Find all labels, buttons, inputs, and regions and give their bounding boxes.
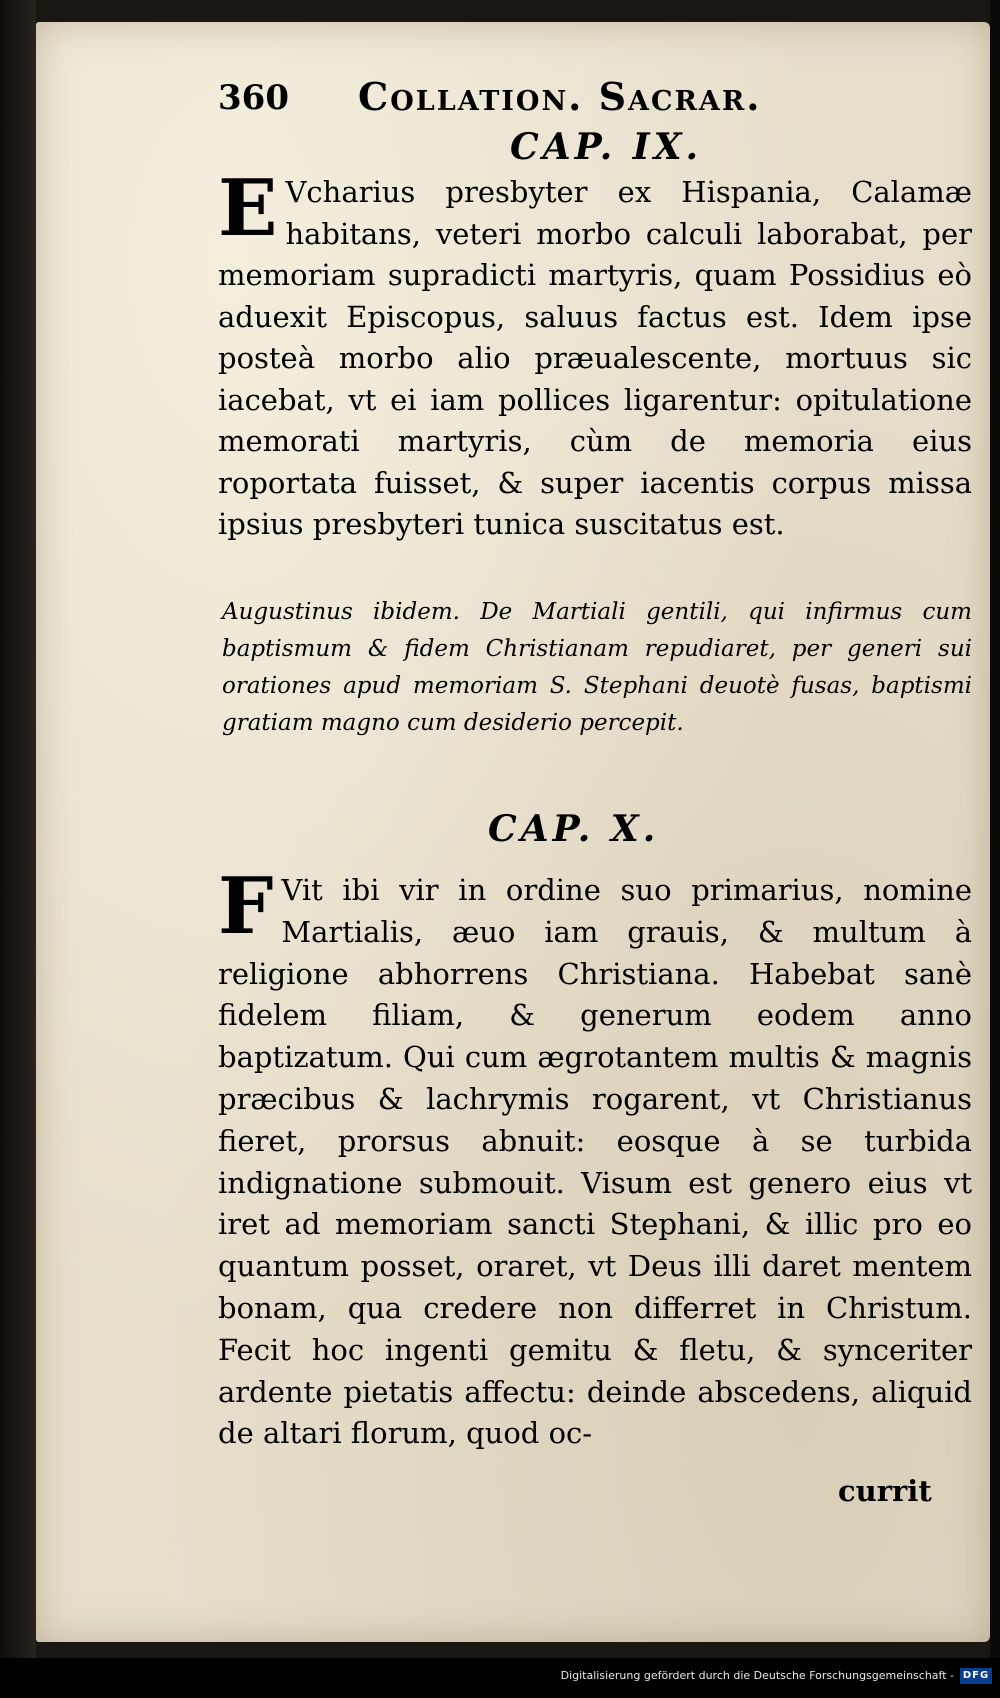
chapter-heading-ix: CAP. IX. — [510, 126, 703, 168]
catchword: currit — [838, 1474, 932, 1508]
running-head: Collation. Sacrar. — [358, 74, 762, 119]
footer-credit: Digitalisierung gefördert durch die Deutsche Forschungsgemeinschaft - — [560, 1669, 954, 1682]
marginal-summary-note: Augustinus ibidem. De Martiali gentili, qui infirmus cum baptismum & fidem Christianam repudiaret, per generi sui orationes apud memoriam S. Stephani deuotè fusas, baptismi gratiam magno cum desiderio percepit. — [222, 599, 972, 736]
dfg-logo-icon: DFG — [960, 1668, 992, 1684]
chapter-x-paragraph — [218, 861, 972, 1455]
drop-cap-e: E — [218, 163, 278, 254]
scan-right-edge — [990, 0, 1000, 1698]
page-header — [218, 66, 968, 126]
page-number: 360 — [218, 78, 289, 118]
scan-left-edge — [0, 0, 36, 1698]
chapter-heading-x: CAP. X. — [488, 808, 660, 850]
chapter-ix-text: Vcharius presbyter ex Hispania, Calamæ habitans, veteri morbo calculi laborabat, per memoriam supradicti martyris, quam Possidius eò aduexit Episcopus, saluus factus est. Idem ipse posteà morbo alio præualescente, mortuus sic iacebat, vt ei iam pollices ligarentur: opitulatione memorati martyris, cùm de memoria eius roportata fuisset, & super iacentis corpus missa ipsius presbyteri tunica suscitatus est. — [218, 175, 972, 541]
chapter-ix-paragraph — [218, 163, 972, 546]
book-page — [36, 22, 990, 1642]
drop-cap-f: F — [218, 861, 274, 952]
digitization-footer — [0, 1658, 1000, 1698]
chapter-x-text: Vit ibi vir in ordine suo primarius, nomine Martialis, æuo iam grauis, & multum à religione abhorrens Christiana. Habebat sanè fidelem filiam, & generum eodem anno baptizatum. Qui cum ægrotantem multis & magnis præcibus & lachrymis rogarent, vt Christianus fieret, prorsus abnuit: eosque à se turbida indignatione submouit. Visum est genero eius vt iret ad memoriam sancti Stephani, & illic pro eo quantum posset, oraret, vt Deus illi daret mentem bonam, qua credere non differret in Christum. Fecit hoc ingenti gemitu & fletu, & synceriter ardente pietatis affectu: deinde abscedens, aliquid de altari florum, quod oc- — [218, 873, 972, 1451]
